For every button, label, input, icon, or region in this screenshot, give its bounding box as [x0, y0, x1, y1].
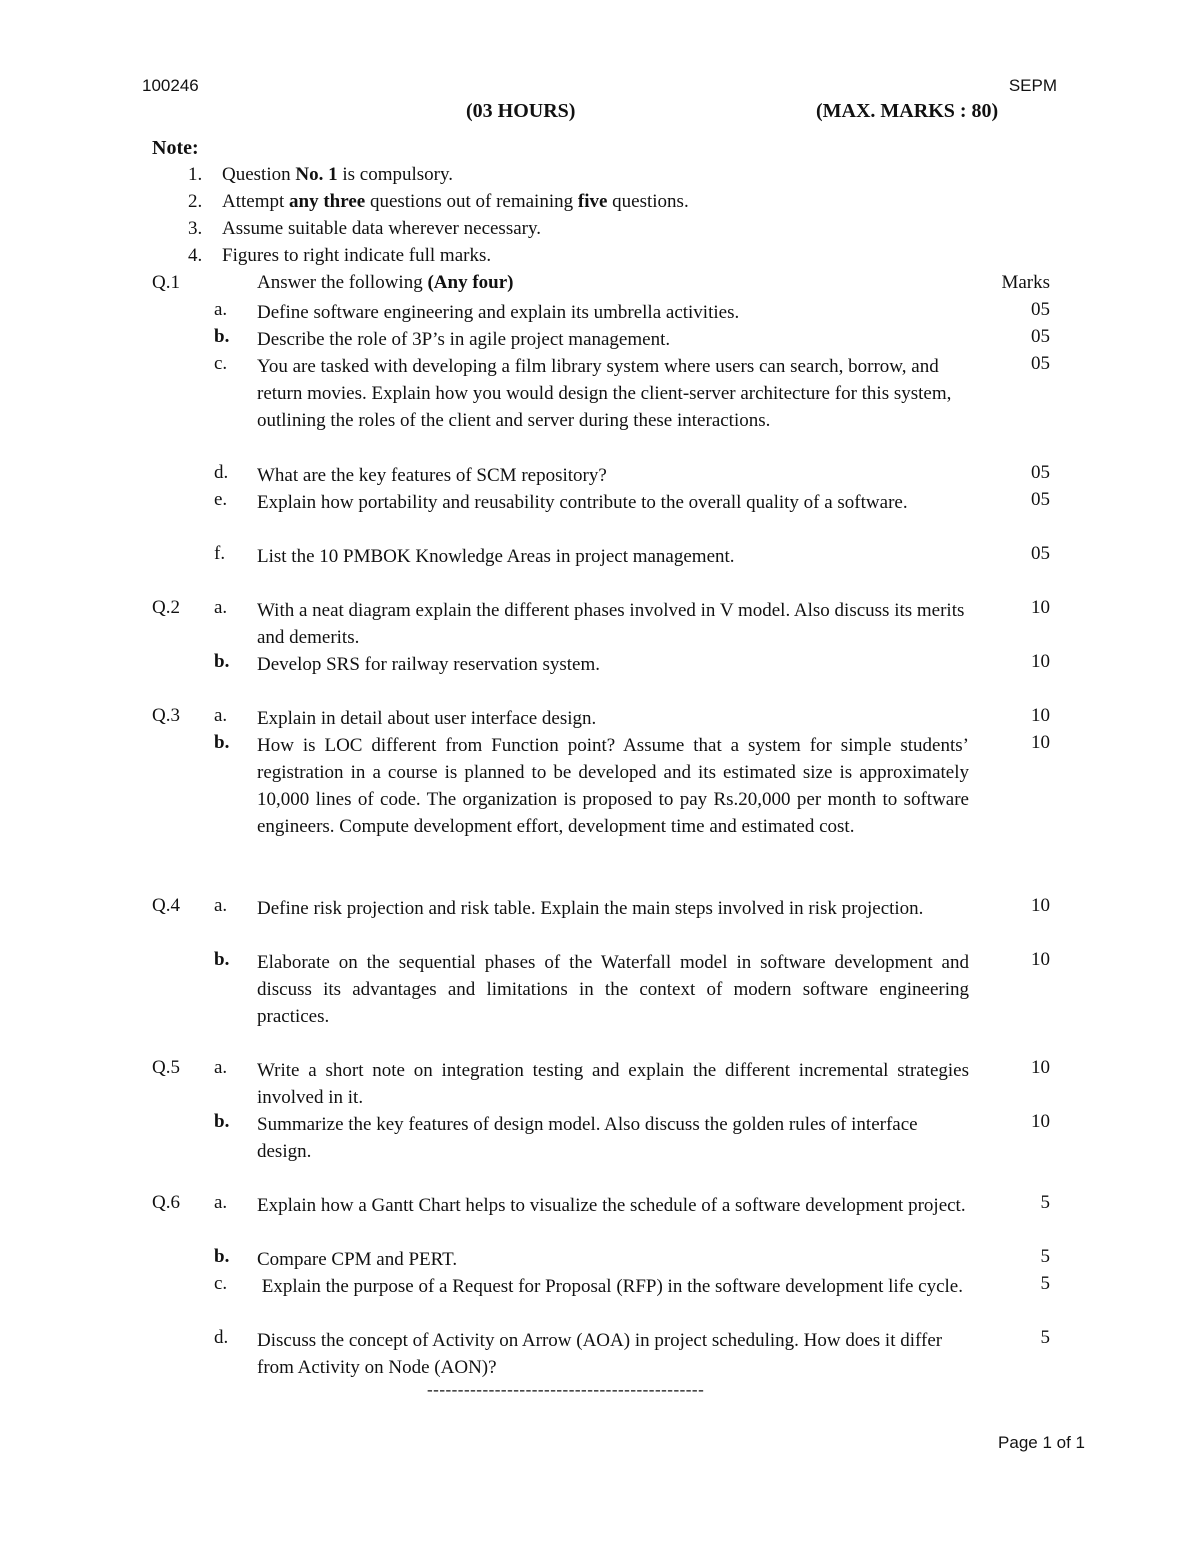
subject-code: SEPM: [1008, 76, 1057, 95]
question-marks: 5: [1040, 1246, 1050, 1267]
end-divider: ---------------------------------------------: [427, 1380, 705, 1399]
sub-question-label: a.: [214, 895, 228, 916]
max-marks: (MAX. MARKS : 80): [816, 100, 999, 122]
question-text: What are the key features of SCM repository?: [257, 465, 607, 486]
question-marks: 10: [1031, 732, 1050, 753]
question-marks: 05: [1031, 543, 1050, 564]
note-item-2: [188, 191, 689, 213]
page-number: [998, 1433, 1085, 1453]
question-text: Define risk projection and risk table. Explain the main steps involved in risk projection.: [257, 898, 924, 919]
question-text: Compare CPM and PERT.: [257, 1249, 458, 1270]
question-marks: 10: [1031, 651, 1050, 672]
question-marks: 05: [1031, 353, 1050, 374]
question-marks: 05: [1031, 299, 1050, 320]
question-marks: 10: [1031, 1057, 1050, 1078]
question-text: With a neat diagram explain the different phases involved in V model. Also discuss its merits and demerits.: [257, 600, 965, 648]
sub-question-label: a.: [214, 1192, 228, 1213]
note-num: 2.: [188, 191, 203, 212]
question-number: Q.4: [152, 895, 180, 916]
sub-question-label: a.: [214, 1057, 228, 1078]
page-number-text: Page 1 of 1: [998, 1433, 1085, 1452]
question-marks: 10: [1031, 1111, 1050, 1132]
paper-code: 100246: [142, 76, 199, 95]
question-marks: 5: [1040, 1192, 1050, 1213]
note-text: Question: [222, 164, 296, 185]
question-marks: 10: [1031, 705, 1050, 726]
question-text: Explain in detail about user interface design.: [257, 708, 597, 729]
sub-question-label: e.: [214, 489, 228, 510]
sub-question-label: b.: [214, 326, 230, 347]
sub-question-label: b.: [214, 732, 230, 753]
question-number: Q.6: [152, 1192, 180, 1213]
note-num: 3.: [188, 218, 203, 239]
q1-intro-bold: (Any four): [427, 272, 514, 293]
sub-question-label: a.: [214, 299, 228, 320]
question-marks: 10: [1031, 895, 1050, 916]
sub-question-label: c.: [214, 353, 228, 374]
question-text: Describe the role of 3P’s in agile project management.: [257, 329, 671, 350]
sub-question-label: d.: [214, 1327, 229, 1348]
duration: (03 HOURS): [466, 100, 576, 122]
sub-question-label: a.: [214, 597, 228, 618]
q1-intro-text: Answer the following: [257, 272, 428, 293]
question-marks: 10: [1031, 949, 1050, 970]
question-text: Write a short note on integration testing and explain the different incremental strategies involved in it.: [257, 1060, 969, 1108]
question-text: List the 10 PMBOK Knowledge Areas in project management.: [257, 546, 735, 567]
question-text: Discuss the concept of Activity on Arrow (AOA) in project scheduling. How does it differ from Activity on Node (AON)?: [257, 1330, 943, 1378]
note-text: questions out of remaining: [365, 191, 578, 212]
sub-question-label: f.: [214, 543, 226, 564]
note-item-1: [188, 164, 453, 186]
question-text: Explain the purpose of a Request for Proposal (RFP) in the software development life cycle.: [257, 1276, 963, 1297]
question-number: Q.5: [152, 1057, 180, 1078]
note-text: is compulsory.: [337, 164, 453, 185]
note-bold: five: [577, 191, 608, 212]
note-bold: No. 1: [295, 164, 338, 185]
note-num: 4.: [188, 245, 203, 266]
sub-question-label: b.: [214, 949, 230, 970]
question-text: You are tasked with developing a film library system where users can search, borrow, and return movies. Explain how you would design the client-server architecture for this system, outlining the roles of the client and server during these interactions.: [257, 356, 952, 431]
question-marks: 5: [1040, 1273, 1050, 1294]
note-text: questions.: [607, 191, 689, 212]
sub-question-label: c.: [214, 1273, 228, 1294]
sub-question-label: b.: [214, 1246, 230, 1267]
note-bold: any three: [289, 191, 366, 212]
question-number: Q.3: [152, 705, 180, 726]
note-item-3: [188, 218, 541, 240]
question-text: Define software engineering and explain its umbrella activities.: [257, 302, 740, 323]
question-text: Explain how portability and reusability contribute to the overall quality of a software.: [257, 492, 908, 513]
sub-question-label: d.: [214, 462, 229, 483]
sub-question-label: b.: [214, 1111, 230, 1132]
q1-instruction: [257, 272, 513, 294]
sub-question-label: a.: [214, 705, 228, 726]
question-marks: 5: [1040, 1327, 1050, 1348]
question-text: Explain how a Gantt Chart helps to visualize the schedule of a software development project.: [257, 1195, 966, 1216]
marks-header: Marks: [1001, 272, 1050, 293]
question-text: Summarize the key features of design model. Also discuss the golden rules of interface design.: [257, 1114, 918, 1162]
note-title: Note:: [152, 137, 199, 159]
question-number: Q.1: [152, 272, 180, 293]
note-text: Attempt: [222, 191, 290, 212]
question-marks: 05: [1031, 326, 1050, 347]
question-marks: 05: [1031, 462, 1050, 483]
sub-question-label: b.: [214, 651, 230, 672]
note-text: Figures to right indicate full marks.: [222, 245, 492, 266]
question-number: Q.2: [152, 597, 180, 618]
question-marks: 05: [1031, 489, 1050, 510]
question-marks: 10: [1031, 597, 1050, 618]
note-item-4: [188, 245, 491, 267]
note-num: 1.: [188, 164, 203, 185]
question-text: Elaborate on the sequential phases of the Waterfall model in software development and discuss its advantages and limitations in the context of modern software engineering practices.: [257, 952, 969, 1027]
question-text: Develop SRS for railway reservation system.: [257, 654, 600, 675]
note-text: Assume suitable data wherever necessary.: [222, 218, 542, 239]
question-text: How is LOC different from Function point? Assume that a system for simple students’ registration in a course is planned to be developed and its estimated size is approximately 10,000 lines of code. The organization is proposed to pay Rs.20,000 per month to software engineers. Compute development effort, development time and estimated cost.: [257, 735, 969, 837]
